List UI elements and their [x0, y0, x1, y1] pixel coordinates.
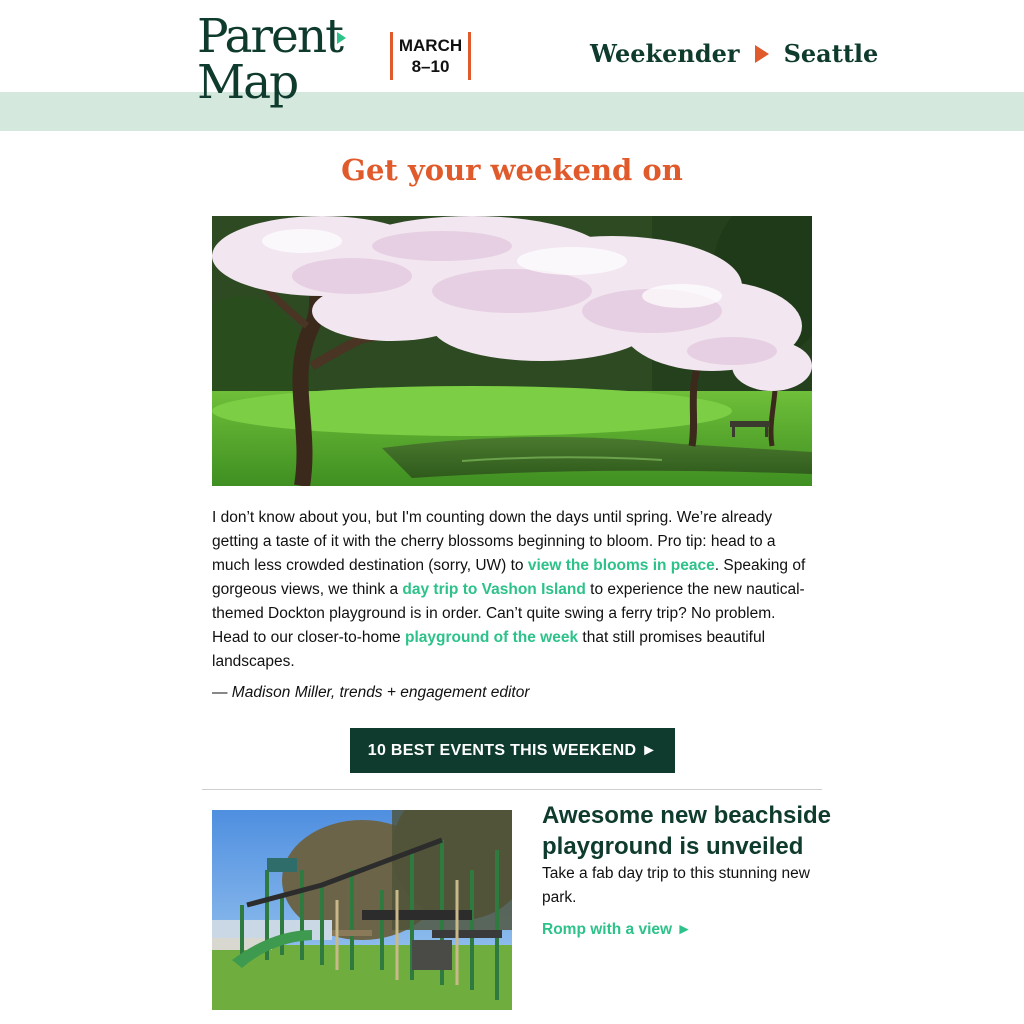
intro-text-3: to experience the new nautical-themed Dockton playground is in order. Can’t quite swing a ferry trip? No problem. Head to our closer-to-home — [212, 581, 805, 646]
romp-with-view-link[interactable]: Romp with a view ► — [542, 921, 692, 938]
article-description: Take a fab day trip to this stunning new park. — [542, 865, 810, 906]
vashon-day-trip-link[interactable]: day trip to Vashon Island — [402, 581, 586, 598]
newsletter-header — [0, 0, 1024, 131]
issue-date-days: 8–10 — [411, 57, 450, 76]
logo-line-2: Map — [197, 55, 298, 110]
article-title[interactable]: Awesome new beachside playground is unveiled — [542, 802, 832, 860]
intro-paragraph — [212, 506, 816, 674]
intro-text-1: I don’t know about you, but I'm counting down the days until spring. We’re already getting a taste of it with the cherry blossoms beginning to bloom. Pro tip: head to a much less crowded destination (sorry, UW) to — [212, 509, 776, 574]
playground-thumbnail-image[interactable] — [212, 810, 512, 1010]
logo-line-1: Parent — [197, 9, 342, 64]
editor-signature: — Madison Miller, trends + engagement editor — [212, 684, 530, 701]
play-arrow-icon — [755, 45, 769, 63]
page-headline: Get your weekend on — [341, 153, 683, 187]
intro-text-2: . Speaking of gorgeous views, we think a — [212, 557, 806, 598]
intro-text-4: that still promises beautiful landscapes. — [212, 629, 766, 670]
issue-date — [390, 32, 471, 80]
best-events-button[interactable]: 10 BEST EVENTS THIS WEEKEND ► — [350, 728, 675, 773]
view-blooms-link[interactable]: view the blooms in peace — [527, 557, 715, 574]
cherry-blossom-hero-image[interactable] — [212, 216, 812, 486]
parentmap-logo[interactable] — [197, 9, 342, 110]
header-band — [0, 92, 1024, 131]
playground-of-week-link[interactable]: playground of the week — [404, 629, 579, 646]
issue-date-month: MARCH — [398, 36, 463, 55]
newsletter-city: Seattle — [783, 39, 879, 68]
section-divider — [202, 789, 822, 790]
newsletter-name — [590, 38, 878, 70]
logo-arrow-icon — [337, 32, 346, 44]
newsletter-title: Weekender — [590, 39, 740, 68]
